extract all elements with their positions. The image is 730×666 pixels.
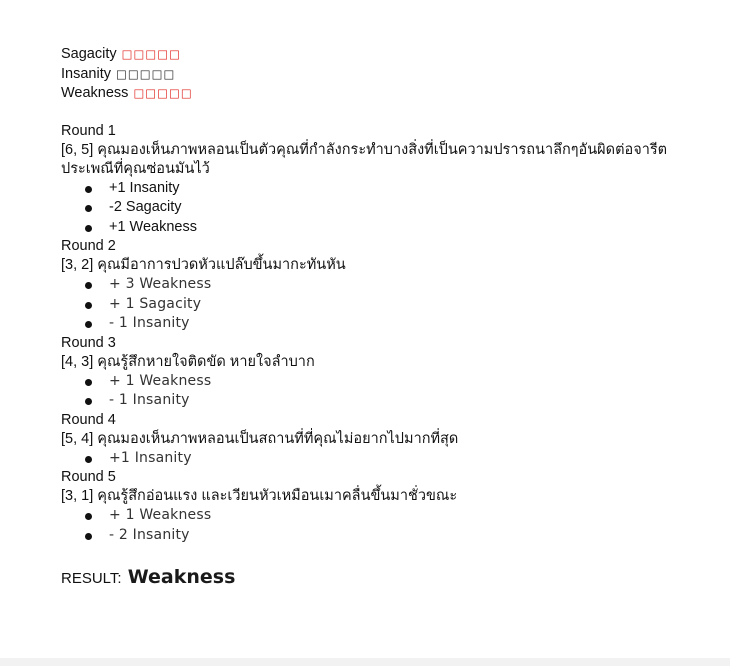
- effect-text: +1 Insanity: [109, 449, 192, 466]
- round-event: [4, 3] คุณรู้สึกหายใจติดขัด หายใจลำบาก: [61, 353, 315, 370]
- round-event: [3, 1] คุณรู้สึกอ่อนแรง และเวียนหัวเหมือนเมาคลื่นขึ้นมาชั่วขณะ: [61, 488, 458, 504]
- bullet-icon: [85, 225, 92, 232]
- bullet-icon: [85, 205, 92, 212]
- round-title: Round 4: [61, 411, 116, 428]
- effects-list: [61, 449, 701, 469]
- stat-checkboxes: □□□□□: [121, 47, 181, 61]
- list-item: [61, 275, 701, 295]
- round-title: Round 2: [61, 238, 116, 254]
- stat-weakness: [61, 84, 701, 104]
- effect-text: - 1 Insanity: [109, 392, 190, 408]
- bullet-icon: [85, 302, 92, 309]
- round-event: [5, 4] คุณมองเห็นภาพหลอนเป็นสถานที่ที่คุณไม่อยากไปมากที่สุด: [61, 430, 459, 447]
- list-item: [61, 391, 701, 411]
- effect-text: +1 Weakness: [109, 218, 197, 235]
- round-title: Round 5: [61, 469, 116, 485]
- list-item: [61, 314, 701, 334]
- effect-text: +1 Insanity: [109, 179, 180, 196]
- result-line: [61, 565, 701, 591]
- list-item: [61, 449, 701, 469]
- round-event: [6, 5] คุณมองเห็นภาพหลอนเป็นตัวคุณที่กำลังกระทำบางสิ่งที่เป็นความปรารถนาลึกๆอันผิดต่อจารีตประเพณีที่คุณซ่อนมันไว้: [61, 141, 668, 177]
- spacer: [61, 104, 701, 122]
- effects-list: [61, 275, 701, 334]
- effects-list: [61, 506, 701, 545]
- list-item: [61, 295, 701, 315]
- bullet-icon: [85, 282, 92, 289]
- stat-insanity: [61, 65, 701, 85]
- stat-checkboxes: □□□□□: [133, 86, 193, 100]
- list-item: [61, 218, 701, 238]
- effect-text: + 1 Weakness: [109, 507, 212, 523]
- bullet-icon: [85, 379, 92, 386]
- bullet-icon: [85, 186, 92, 193]
- document-page: [61, 45, 701, 591]
- stat-sagacity: [61, 45, 701, 65]
- result-label: RESULT:: [61, 570, 122, 587]
- result-value: Weakness: [127, 566, 236, 588]
- bullet-icon: [85, 456, 92, 463]
- stat-label: Sagacity: [61, 46, 117, 62]
- list-item: [61, 506, 701, 526]
- effect-text: + 1 Weakness: [109, 372, 212, 389]
- stat-label: Insanity: [61, 65, 111, 82]
- bullet-icon: [85, 513, 92, 520]
- effect-text: - 2 Insanity: [109, 526, 190, 543]
- effects-list: [61, 372, 701, 411]
- round-title: Round 3: [61, 334, 116, 351]
- effect-text: + 3 Weakness: [109, 276, 212, 292]
- bullet-icon: [85, 321, 92, 328]
- list-item: [61, 526, 701, 546]
- round-title: Round 1: [61, 122, 116, 139]
- effect-text: - 1 Insanity: [109, 315, 190, 331]
- round-event: [3, 2] คุณมีอาการปวดหัวแปล๊บขึ้นมากะทันหัน: [61, 257, 346, 273]
- effect-text: -2 Sagacity: [109, 199, 182, 215]
- list-item: [61, 179, 701, 199]
- stat-checkboxes: □□□□□: [115, 66, 176, 81]
- bullet-icon: [85, 533, 92, 540]
- list-item: [61, 198, 701, 218]
- page-bottom-edge: [0, 658, 730, 666]
- effects-list: [61, 179, 701, 238]
- list-item: [61, 372, 701, 392]
- effect-text: + 1 Sagacity: [109, 295, 202, 312]
- bullet-icon: [85, 398, 92, 405]
- stat-label: Weakness: [61, 85, 129, 101]
